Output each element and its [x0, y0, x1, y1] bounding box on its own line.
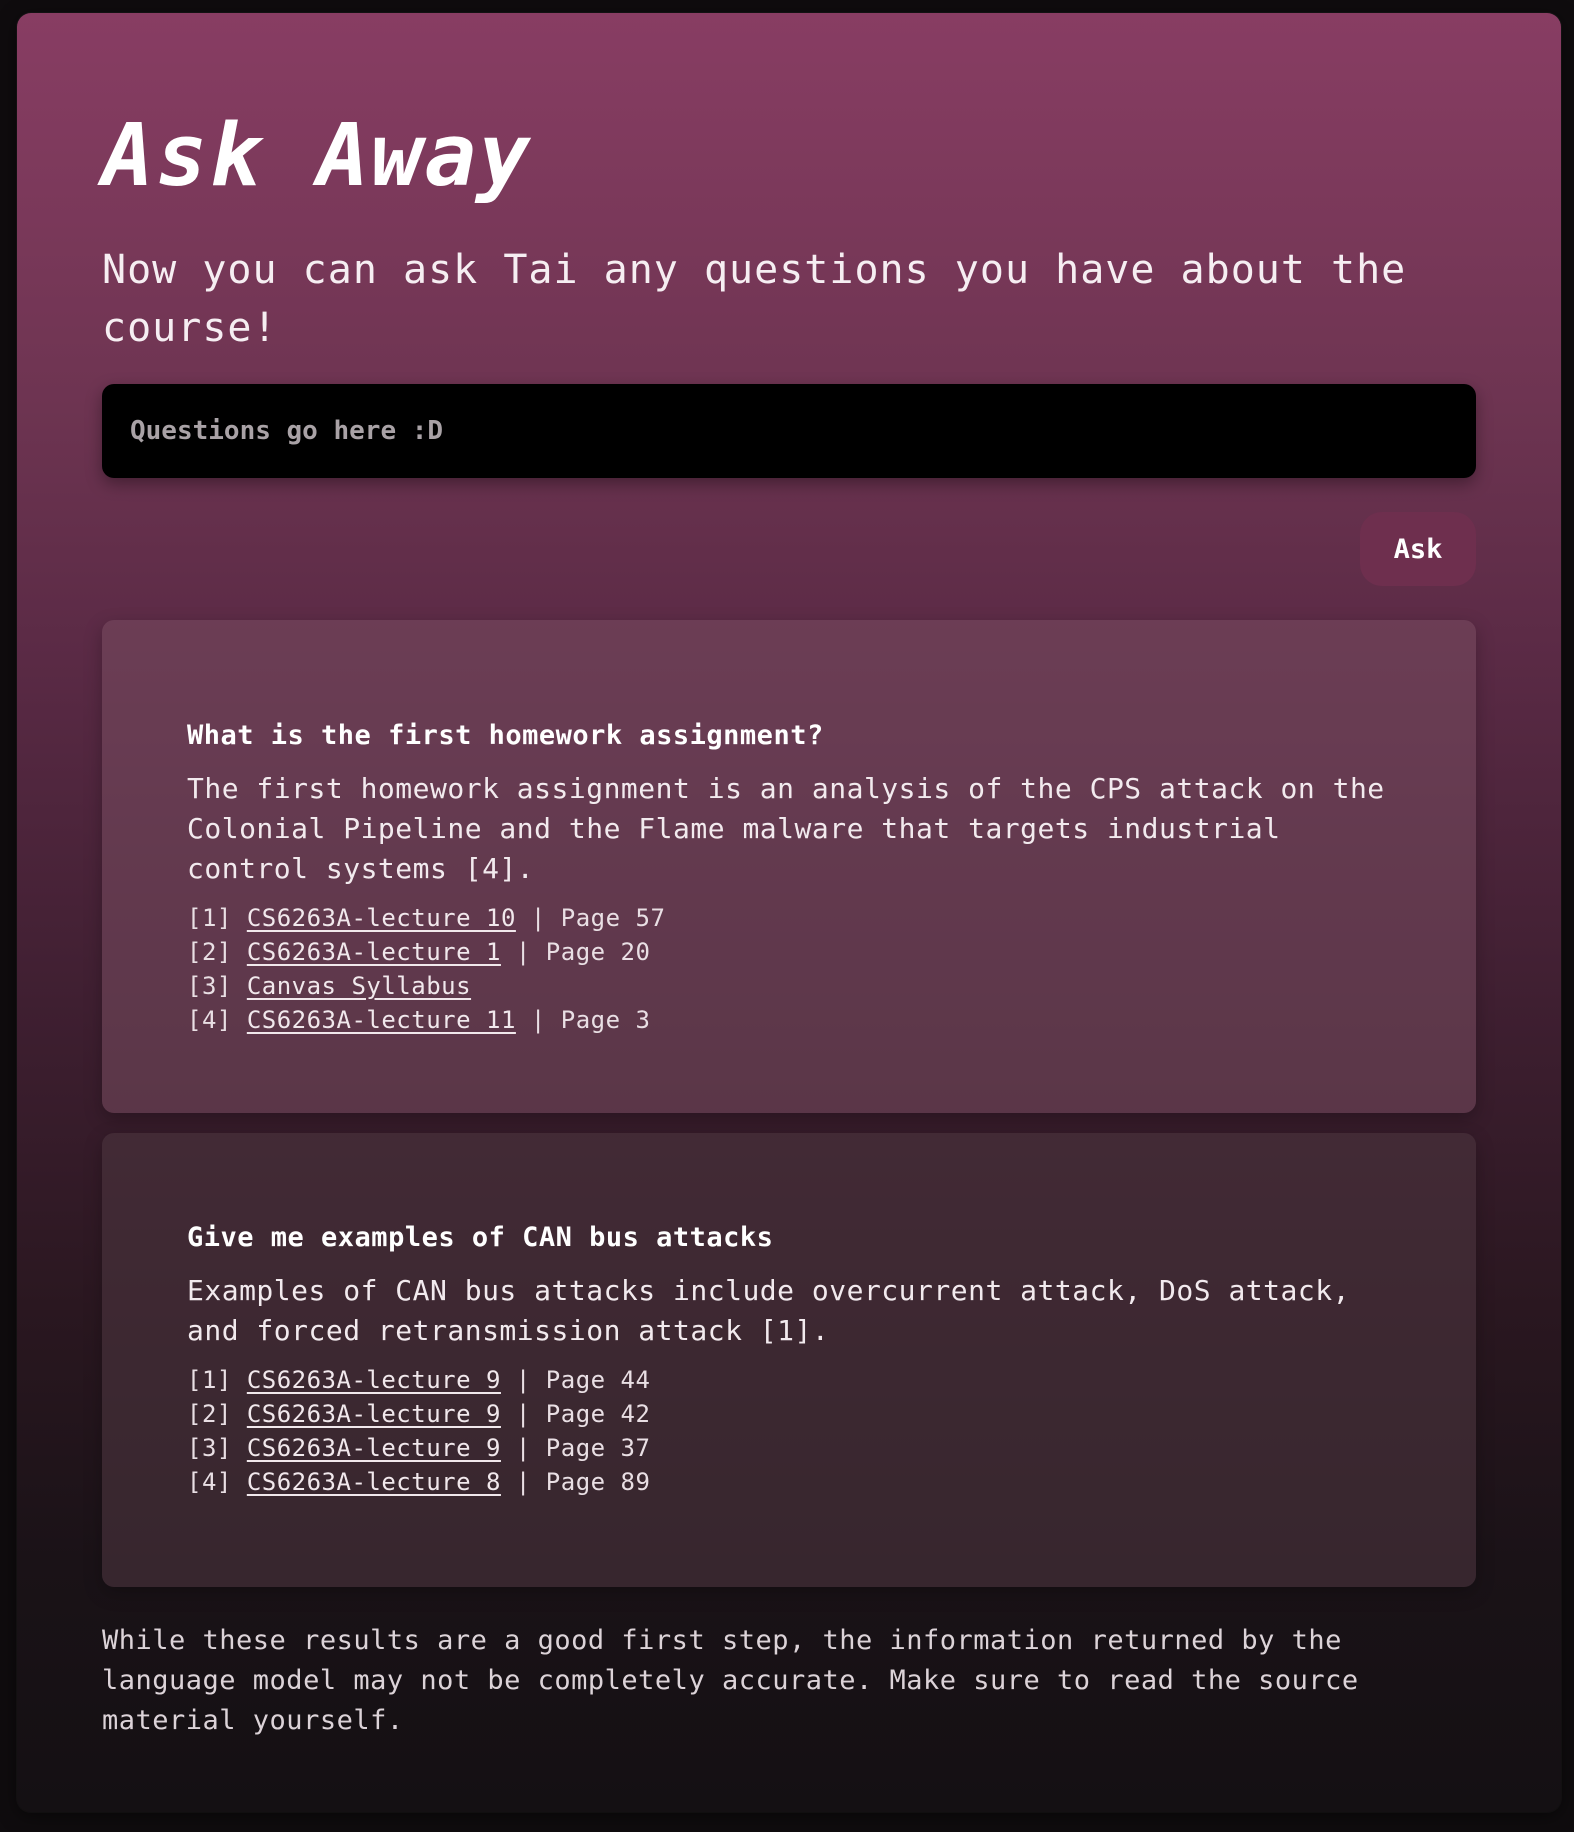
reference-item — [187, 1465, 1391, 1499]
reference-link[interactable]: CS6263A-lecture 10 — [246, 904, 516, 932]
reference-index: [1] — [187, 1366, 232, 1394]
reference-page: | Page 20 — [500, 938, 651, 966]
card-question: What is the first homework assignment? — [187, 720, 824, 751]
reference-page: | Page 3 — [515, 1006, 651, 1034]
reference-index: [4] — [187, 1468, 232, 1496]
reference-page: | Page 42 — [500, 1400, 651, 1428]
reference-link[interactable]: Canvas Syllabus — [246, 972, 472, 1000]
disclaimer-text: While these results are a good first step, the information returned by the language model may not be completely accurate. Make sure to read the source material yourself. — [102, 1625, 1359, 1736]
reference-link[interactable]: CS6263A-lecture 9 — [246, 1434, 501, 1462]
reference-item — [187, 901, 1391, 935]
reference-index: [1] — [187, 904, 232, 932]
card-question: Give me examples of CAN bus attacks — [187, 1222, 774, 1253]
reference-index: [2] — [187, 938, 232, 966]
reference-index: [4] — [187, 1006, 232, 1034]
reference-index: [3] — [187, 972, 232, 1000]
reference-list — [187, 901, 1391, 1037]
reference-link[interactable]: CS6263A-lecture 11 — [246, 1006, 516, 1034]
reference-index: [2] — [187, 1400, 232, 1428]
reference-page: | Page 37 — [500, 1434, 651, 1462]
reference-item — [187, 969, 1391, 1003]
reference-item — [187, 1397, 1391, 1431]
reference-page: | Page 57 — [515, 904, 666, 932]
reference-item — [187, 1431, 1391, 1465]
reference-link[interactable]: CS6263A-lecture 9 — [246, 1366, 501, 1394]
reference-link[interactable]: CS6263A-lecture 8 — [246, 1468, 501, 1496]
question-input[interactable] — [102, 384, 1476, 478]
page-subtitle: Now you can ask Tai any questions you have about the course! — [102, 247, 1407, 351]
card-answer: Examples of CAN bus attacks include overcurrent attack, DoS attack, and forced retransmission attack [1]. — [187, 1274, 1350, 1347]
reference-item — [187, 935, 1391, 969]
reference-item — [187, 1363, 1391, 1397]
ask-button[interactable]: Ask — [1360, 512, 1476, 586]
page-container — [17, 13, 1561, 1812]
answer-card — [102, 620, 1476, 1113]
reference-link[interactable]: CS6263A-lecture 1 — [246, 938, 501, 966]
answer-card — [102, 1133, 1476, 1587]
page-title: Ask Away — [102, 106, 533, 206]
reference-link[interactable]: CS6263A-lecture 9 — [246, 1400, 501, 1428]
reference-page: | Page 89 — [500, 1468, 651, 1496]
card-answer: The first homework assignment is an analysis of the CPS attack on the Colonial Pipeline and the Flame malware that targets industrial control systems [4]. — [187, 772, 1385, 885]
reference-item — [187, 1003, 1391, 1037]
reference-page: | Page 44 — [500, 1366, 651, 1394]
reference-index: [3] — [187, 1434, 232, 1462]
reference-list — [187, 1363, 1391, 1499]
